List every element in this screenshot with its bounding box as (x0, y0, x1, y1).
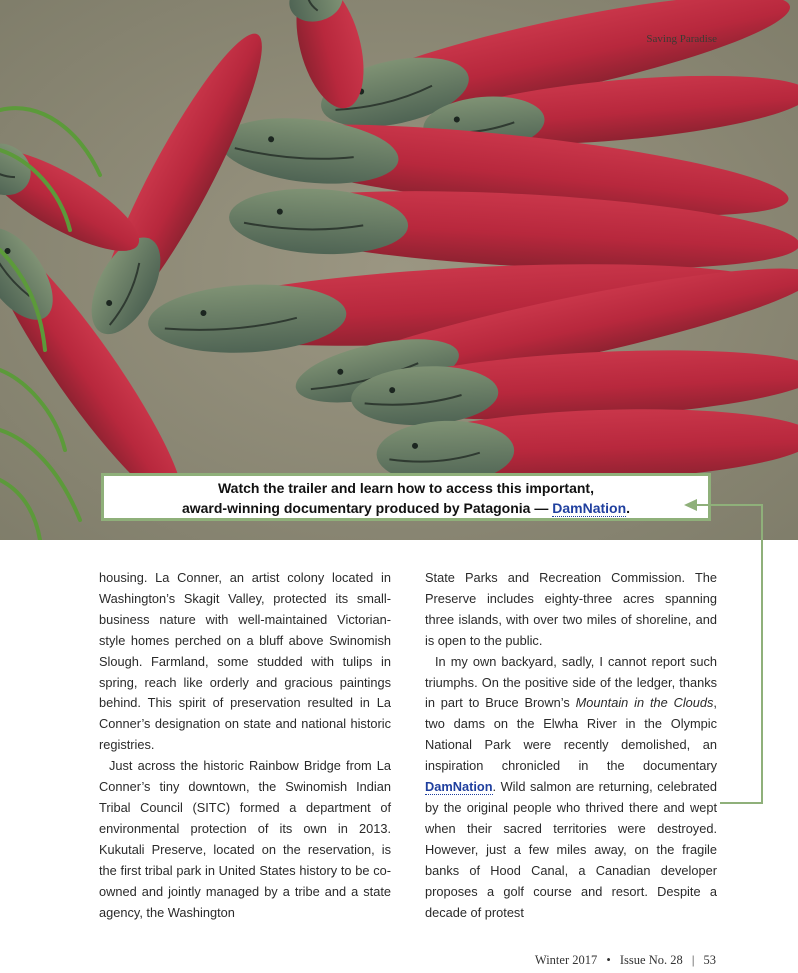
paragraph (425, 652, 717, 924)
book-title: Mountain in the Clouds (575, 695, 714, 711)
running-head: Saving Paradise (646, 33, 717, 45)
trailer-callout-box (101, 473, 711, 521)
callout-line-1: Watch the trailer and learn how to access this important, (217, 480, 594, 496)
bullet-separator: • (606, 953, 611, 967)
issue-number: Issue No. 28 (619, 953, 683, 967)
callout-period: . (626, 500, 631, 516)
divider: | (691, 953, 695, 967)
paragraph: housing. La Conner, an artist colony located in Washington’s Skagit Valley, protected its small-business nature with well-maintained Victorian-style homes perched on a bluff above Swinomish Slough. Farmland, some studded with tulips in spring, reach like orderly and gracious paintings behind. This spirit of preservation resulted in La Conner’s designation on state and national historic registries. (99, 570, 391, 753)
callout-line-2-text: award-winning documentary produced by Patagonia (181, 500, 531, 516)
article-column-left (99, 568, 391, 923)
page-footer (535, 953, 716, 968)
damnation-link[interactable]: DamNation (425, 779, 493, 795)
page-number: 53 (703, 953, 716, 967)
damnation-trailer-link[interactable]: DamNation (552, 500, 627, 516)
article-column-right (425, 568, 717, 923)
paragraph-text: In my own backyard, sadly, I cannot report such triumphs. On the positive side of the ledger, thanks in part to Bruce Brown’s (425, 653, 717, 711)
issue-season: Winter 2017 (534, 953, 598, 967)
paragraph-text: , two dams on the Elwha River in the Olympic National Park were recently demolished, an inspiration chronicled in the documentary (425, 695, 717, 774)
callout-line-2 (104, 498, 708, 518)
paragraph: Just across the historic Rainbow Bridge from La Conner’s tiny downtown, the Swinomish Indian Tribal Council (SITC) formed a department of environmental protection of its own in 2013. Kukutali Preserve, located on the reservation, is the first tribal park in United States history to be co-owned and jointly managed by a tribe and a state agency, the Washington (99, 758, 391, 920)
paragraph-text: . Wild salmon are returning, celebrated by the original people who thrived there and wept when their sacred territories were destroyed. However, just a few miles away, on the fragile banks of Hood Canal, a Canadian developer proposes a golf course and resort. Despite a decade of protest (425, 779, 717, 920)
paragraph: State Parks and Recreation Commission. The Preserve includes eighty-three acres spanning three islands, with over two miles of shoreline, and is open to the public. (425, 570, 717, 648)
callout-dash: — (534, 500, 549, 516)
